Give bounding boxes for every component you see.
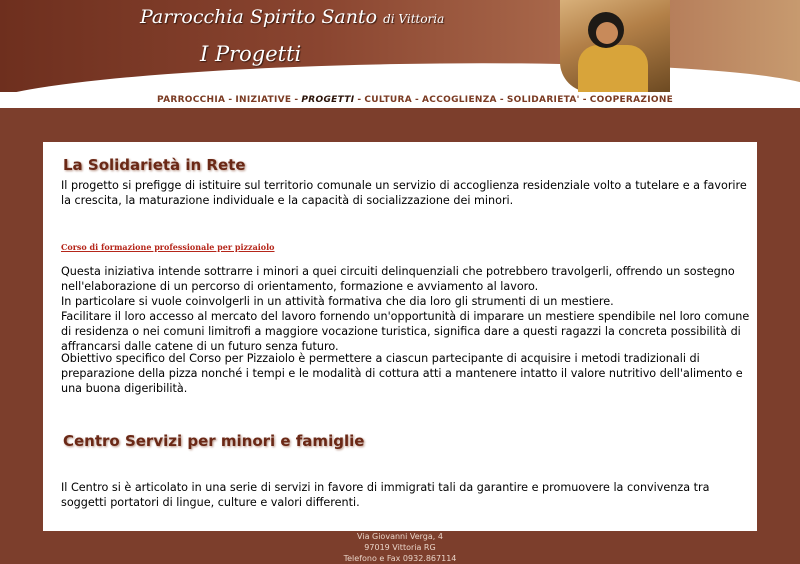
footer-phone: Telefono e Fax 0932.867114 bbox=[343, 554, 457, 563]
nav-parrocchia[interactable]: PARROCCHIA bbox=[157, 95, 226, 105]
site-title bbox=[140, 6, 444, 28]
nav-iniziative[interactable]: INIZIATIVE bbox=[235, 95, 292, 105]
header-wave bbox=[0, 57, 800, 92]
footer-address: Via Giovanni Verga, 4 bbox=[357, 532, 443, 541]
nav-solidarieta[interactable]: SOLIDARIETA' bbox=[506, 95, 580, 105]
intro-paragraph: Il progetto si prefigge di istituire sul territorio comunale un servizio di accoglienza residenziale volto a tutelare e a favorire la crescita, la maturazione individuale e la capacità di socializzazione dei minori. bbox=[61, 179, 747, 207]
paragraph-4: Obiettivo specifico del Corso per Pizzaiolo è permettere a ciascun partecipante di acquisire i metodi tradizionali di preparazione della pizza nonché i tempi e le modalità di cottura atti a mantenere intatto il valore nutritivo dell'alimento e una buona digeribilità. bbox=[61, 352, 743, 395]
heading-centro-servizi: Centro Servizi per minori e famiglie bbox=[63, 432, 365, 450]
main-nav: PARROCCHIA - INIZIATIVE - PROGETTI - CULTURA - ACCOGLIENZA - SOLIDARIETA' - COOPERAZIONE bbox=[157, 95, 674, 105]
site-title-small: di Vittoria bbox=[383, 12, 445, 26]
course-link[interactable]: Corso di formazione professionale per pizzaiolo bbox=[61, 242, 275, 252]
site-title-text: Parrocchia Spirito Santo bbox=[140, 6, 378, 28]
main-content bbox=[43, 142, 757, 531]
header-photo bbox=[560, 0, 670, 92]
nav-cultura[interactable]: CULTURA bbox=[364, 95, 412, 105]
heading-solidarieta: La Solidarietà in Rete bbox=[63, 156, 246, 174]
paragraph-2: In particolare si vuole coinvolgerli in un attività formativa che dia loro gli strumenti di un mestiere. bbox=[61, 295, 614, 308]
nav-progetti[interactable]: PROGETTI bbox=[301, 95, 355, 105]
site-footer bbox=[0, 531, 800, 564]
section-title: I Progetti bbox=[200, 42, 302, 66]
site-header bbox=[0, 0, 800, 92]
paragraph-1: Questa iniziativa intende sottrarre i minori a quei circuiti delinquenziali che potrebbero travolgerli, offrendo un sostegno nell'elaborazione di un percorso di orientamento, formazione e avviamento al lavoro. bbox=[61, 265, 735, 293]
nav-cooperazione[interactable]: COOPERAZIONE bbox=[589, 95, 674, 105]
paragraph-5: Il Centro si è articolato in una serie di servizi in favore di immigrati tali da garantire e promuovere la convivenza tra soggetti portatori di lingue, culture e valori differenti. bbox=[61, 481, 710, 509]
footer-city: 97019 Vittoria RG bbox=[364, 543, 436, 552]
paragraph-3: Facilitare il loro accesso al mercato del lavoro fornendo un'opportunità di imparare un mestiere spendibile nel loro comune di residenza o nei comuni limitrofi a maggiore vocazione turistica, significa dare a questi ragazzi la concreta possibilità di affrancarsi dalle catene di un futuro senza futuro. bbox=[61, 310, 750, 353]
nav-accoglienza[interactable]: ACCOGLIENZA bbox=[422, 95, 497, 105]
